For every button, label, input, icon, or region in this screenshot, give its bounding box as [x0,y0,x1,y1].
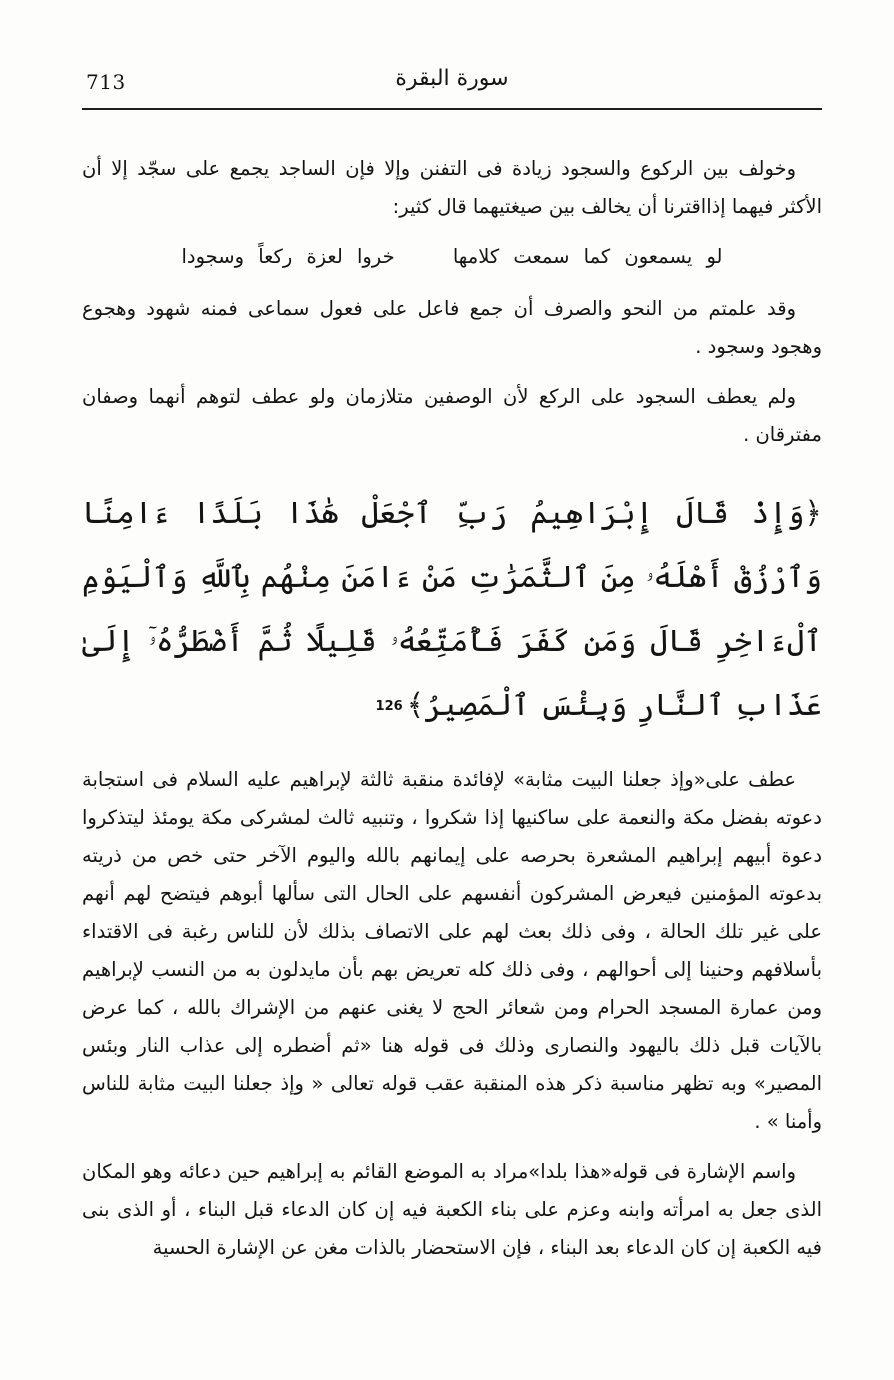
poetry-verse [82,238,822,276]
header-rule [82,108,822,110]
paragraph-5: واسم الإشارة فى قوله«هذا بلدا»مراد به الموضع القائم به إبراهيم حين دعائه وهو المكان الذى جعل به امرأته وابنه وعزم على بناء الكعبة فيه إن كان الدعاء قبل البناء ، أو الذى بنى فيه الكعبة إن كان الدعاء بعد البناء ، فإن الاستحضار بالذات مغن عن الإشارة الحسية [82,1160,822,1259]
ayah-number: 126 [375,699,403,714]
book-page [82,60,822,1360]
surah-title: سورة البقرة [395,66,509,91]
paragraph-3: ولم يعطف السجود على الركع لأن الوصفين متلازمان ولو عطف لتوهم أنهما وصفان مفترقان . [82,385,822,446]
page-number: 713 [86,70,126,94]
quran-verse [82,482,822,739]
verse-hemistich-second: خروا لعزة ركعاً وسجودا [181,245,395,268]
paragraph-1: وخولف بين الركوع والسجود زيادة فى التفنن وإلا فإن الساجد يجمع على سجّد إلا أن الأكثر فيهما إذااقترنا أن يخالف بين صيغتيهما قال كثير: [82,157,822,218]
paragraph-4: عطف على«وإذ جعلنا البيت مثابة» لإفائدة منقبة ثالثة لإبراهيم عليه السلام فى استجابة دعوته بفضل مكة والنعمة على ساكنيها إذا شكروا ، وتنبيه ثالث لمشركى مكة يومئذ ليتذكروا دعوة أبيهم إبراهيم المشعرة بحرصه على إيمانهم بالله واليوم الآخر حتى خص من ذريته بدعوته المؤمنين فيعرض المشركون أنفسهم على الحال التى سألها أبوهم فيتضح لهم أنهم على غير تلك الحالة ، وفى ذلك بعث لهم على الاتصاف بذلك لأن للناس رغبة فى الاقتداء بأسلافهم وحنينا إلى أحوالهم ، وفى ذلك كله تعريض بهم بأن مايدلون به من النسب لإبراهيم ومن عمارة المسجد الحرام ومن شعائر الحج لا يغنى عنهم من الإشراك بالله ، كما عرض بالآيات قبل ذلك باليهود والنصارى وذلك فى قوله هنا «ثم أضطره إلى عذاب النار وبئس المصير» وبه تظهر مناسبة ذكر هذه المنقبة عقب قوله تعالى « وإذ جعلنا البيت مثابة للناس وأمنا » . [82,768,822,1133]
verse-hemistich-first: لو يسمعون كما سمعت كلامها [452,245,723,268]
paragraph-2: وقد علمتم من النحو والصرف أن جمع فاعل على فعول سماعى فمنه شهود وهجوع وهجود وسجود . [82,297,822,358]
page-header [82,60,822,108]
page-body [82,150,822,1279]
quran-verse-text: ﴿وَإِذْ قَالَ إِبْرَاهِيمُ رَبِّ ٱجْعَلْ هَٰذَا بَلَدًا ءَامِنًا وَٱرْزُقْ أَهْلَهُۥ مِنَ ٱلثَّمَرَٰتِ مَنْ ءَامَنَ مِنْهُم بِٱللَّهِ وَٱلْيَوْمِ ٱلْءَاخِرِ قَالَ وَمَن كَفَرَ فَأُمَتِّعُهُۥ قَلِيلًا ثُمَّ أَضْطَرُّهُۥٓ إِلَىٰ عَذَابِ ٱلنَّارِ وَبِئْسَ ٱلْمَصِيرُ﴾ [82,496,822,723]
